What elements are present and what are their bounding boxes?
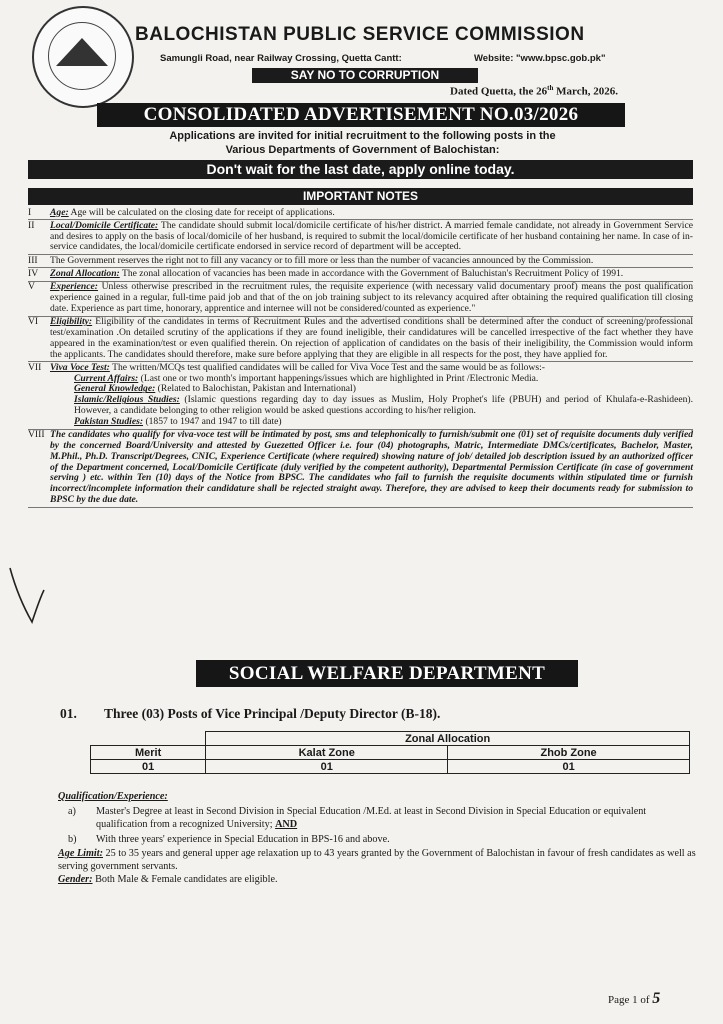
column-header: Kalat Zone (206, 746, 448, 760)
important-notes-heading: IMPORTANT NOTES (28, 188, 693, 205)
sub-text: (Islamic questions regarding day to day issues as Muslim, Holy Prophet's life (PBUH) and period of Khulafa-e-Rashideen). However, a candidate belonging to other religion would be asked questions according to his/her religion. (74, 394, 693, 417)
gender-eligibility (58, 873, 698, 886)
viva-voce-note (28, 362, 693, 429)
note-number: VI (28, 316, 39, 328)
date-sup: th (547, 84, 554, 92)
invitation-line-1: Applications are invited for initial recruitment to the following posts in the (169, 130, 556, 142)
important-notes-list (28, 207, 693, 508)
qualification-section (58, 790, 698, 886)
note-body (50, 221, 693, 253)
note-body (50, 363, 693, 428)
sub-text: (1857 to 1947 and 1947 to till date) (143, 415, 282, 427)
note-text: Age will be calculated on the closing date for receipt of applications. (68, 206, 335, 218)
note-body (50, 269, 693, 280)
date-suffix: March, 2026. (553, 85, 618, 98)
note-number: II (28, 219, 35, 231)
invitation-line-2: Various Departments of Government of Balochistan: (225, 144, 500, 156)
note-body (50, 317, 693, 360)
post-title: Three (03) Posts of Vice Principal /Deputy Director (B-18). (104, 706, 441, 721)
note-label: Local/Domicile Certificate: (50, 219, 159, 231)
note-text: The Government reserves the right not to fill any vacancy or to fill more or less than the number of vacancies announced by the Commission. (50, 254, 594, 266)
item-key: b) (68, 834, 77, 845)
sub-label: Current Affairs: (74, 372, 139, 384)
department-heading: SOCIAL WELFARE DEPARTMENT (196, 660, 578, 687)
viva-sub-item (50, 395, 693, 417)
qualification-item (58, 833, 698, 846)
note-item (28, 255, 693, 268)
note-body (50, 282, 693, 314)
note-label: Eligibility: (50, 316, 93, 328)
viva-sub-item (50, 417, 693, 428)
note-item (28, 207, 693, 220)
table-cell: 01 (448, 760, 690, 774)
note-label: Viva Voce Test: (50, 361, 110, 373)
note-label: Zonal Allocation: (50, 267, 120, 279)
sub-text: (Related to Balochistan, Pakistan and International) (155, 383, 356, 395)
item-value (96, 833, 698, 846)
seal-mountain-emblem (56, 38, 108, 66)
commission-title: BALOCHISTAN PUBLIC SERVICE COMMISSION (135, 24, 585, 45)
note-body (50, 208, 693, 219)
commission-website: Website: "www.bpsc.gob.pk" (474, 53, 606, 64)
note-item (28, 317, 693, 363)
note-body (50, 256, 693, 267)
sub-label: Pakistan Studies: (74, 415, 144, 427)
item-value (96, 805, 698, 831)
gender-text: Both Male & Female candidates are eligible. (92, 874, 278, 885)
note-text: The candidate should submit local/domicile certificate of his/her district. A married female candidate, not already in Government Service and desires to apply on the basis of local/domicile of her husband, is required to submit the local/domicile certificate of her husband containing her name. In case of in-service candidates, the local/domicile certificate endorsed in service record of department will be accepted. (50, 219, 693, 253)
page-number (608, 990, 660, 1008)
table-cell: 01 (91, 760, 206, 774)
sub-label: Islamic/Religious Studies: (74, 394, 180, 406)
note-item (28, 220, 693, 255)
age-limit (58, 847, 698, 873)
age-text: 25 to 35 years and general upper age relaxation up to 43 years granted by the Government of Balochistan in favour of fresh candidates as well as serving government servants. (58, 848, 696, 872)
table-cell: 01 (206, 760, 448, 774)
zonal-spacer-cell (91, 732, 206, 746)
note-item (28, 282, 693, 317)
note-number: V (28, 281, 35, 293)
note-number: VIII (28, 429, 45, 441)
zonal-heading: Zonal Allocation (206, 732, 690, 746)
note-text: The zonal allocation of vacancies has been made in accordance with the Government of Baluchistan's Recruitment Policy of 1991. (119, 267, 624, 279)
item-key: a) (68, 806, 76, 817)
table-row (91, 732, 690, 746)
note-label: Experience: (50, 281, 98, 293)
qualification-item (58, 805, 698, 831)
note-text: Unless otherwise prescribed in the recruitment rules, the requisite experience (with necessary valid documentary proof) means the post qualification experience gained in a regular, full-time paid job and that of the on job training subject to its relevancy acquired after obtaining the required qualification till closing date. Experience as part time, honorary, apprentice and internee will not be considered/counted as experience." (50, 281, 693, 314)
note-text: The written/MCQs test qualified candidates will be called for Viva Voce Test and the same would be as follows:- (109, 361, 545, 373)
column-header: Merit (91, 746, 206, 760)
invitation-text (90, 129, 635, 157)
advertisement-date (450, 84, 618, 98)
gender-label: Gender: (58, 874, 93, 885)
sub-text: (Last one or two month's important happenings/issues which are highlighted in Print /Electronic Media. (138, 372, 539, 384)
note-text: Eligibility of the candidates in terms of Recruitment Rules and the advertised conditions shall be determined after the conduct of screening/professional test/examination .On detailed scrutiny of the applications if they are found ineligible, their candidatures will be cancelled irrespective of the fact whether they have appeared in the examination/test or even qualified therein. On rejection of application of candidates on the basis of their ineligibility, the Commission would inform the applicants. The candidates should therefore, make sure before applying that they are eligible in all respects for the post, they have applied for. (50, 316, 693, 360)
qualification-label: Qualification/Experience: (58, 791, 168, 802)
post-number: 01. (60, 706, 77, 721)
table-row (91, 746, 690, 760)
item-text: Master's Degree at least in Second Division in Special Education /M.Ed. at least in Second Division in Special Education or equivalent qualification from a recognized University; (96, 806, 647, 830)
note-body: The candidates who qualify for viva-voce test will be intimated by post, sms and telephonically to furnish/submit one (01) set of requisite documents duly verified by the concerned Board/University and attested by Guezetted Officer i.e. four (04) photographs, Matric, Intermediate DMCs/certificates, Bachelor, Master, M.Phil., Ph.D. Transcript/Degrees, CNIC, Experience Certificate (where required) showing nature of job/ detailed job description issued by an authorized officer of the Department concerned, Local/Domicile Certificate (duly verified by the competent authority), Departmental Permission Certificate (in case of government serving ) etc. within Ten (10) days of the Notice from BPSC. The candidates who fail to furnish the requisite documents within stipulated time or furnish incorrect/incomplete information their candidature shall be rejected straight away. Therefore, they are advised to keep their documents ready for submission to BPSC by the due date. (50, 429, 693, 505)
commission-address: Samungli Road, near Railway Crossing, Quetta Cantt: (160, 53, 402, 64)
bpsc-seal-logo (32, 6, 134, 108)
handwritten-check-mark (6, 560, 46, 630)
table-row (91, 760, 690, 774)
anti-corruption-slogan: SAY NO TO CORRUPTION (252, 68, 478, 83)
note-number: IV (28, 267, 39, 279)
age-label: Age Limit: (58, 848, 103, 859)
note-label: Age: (50, 206, 69, 218)
column-header: Zhob Zone (448, 746, 690, 760)
documents-note (28, 430, 693, 508)
note-number: III (28, 254, 38, 266)
page-total: 5 (652, 990, 661, 1007)
sub-label: General Knowledge: (74, 383, 156, 395)
note-number: I (28, 206, 32, 218)
zonal-allocation-table (90, 731, 690, 774)
post-heading (60, 706, 440, 722)
date-prefix: Dated Quetta, the 26 (450, 85, 548, 98)
note-number: VII (28, 361, 42, 373)
advertisement-title: CONSOLIDATED ADVERTISEMENT NO.03/2026 (97, 103, 625, 127)
page-prefix: Page 1 of (608, 994, 653, 1006)
apply-online-notice: Don't wait for the last date, apply online today. (28, 160, 693, 179)
item-emphasis: AND (275, 819, 298, 830)
note-item (28, 268, 693, 281)
item-text: With three years' experience in Special Education in BPS-16 and above. (96, 834, 390, 845)
